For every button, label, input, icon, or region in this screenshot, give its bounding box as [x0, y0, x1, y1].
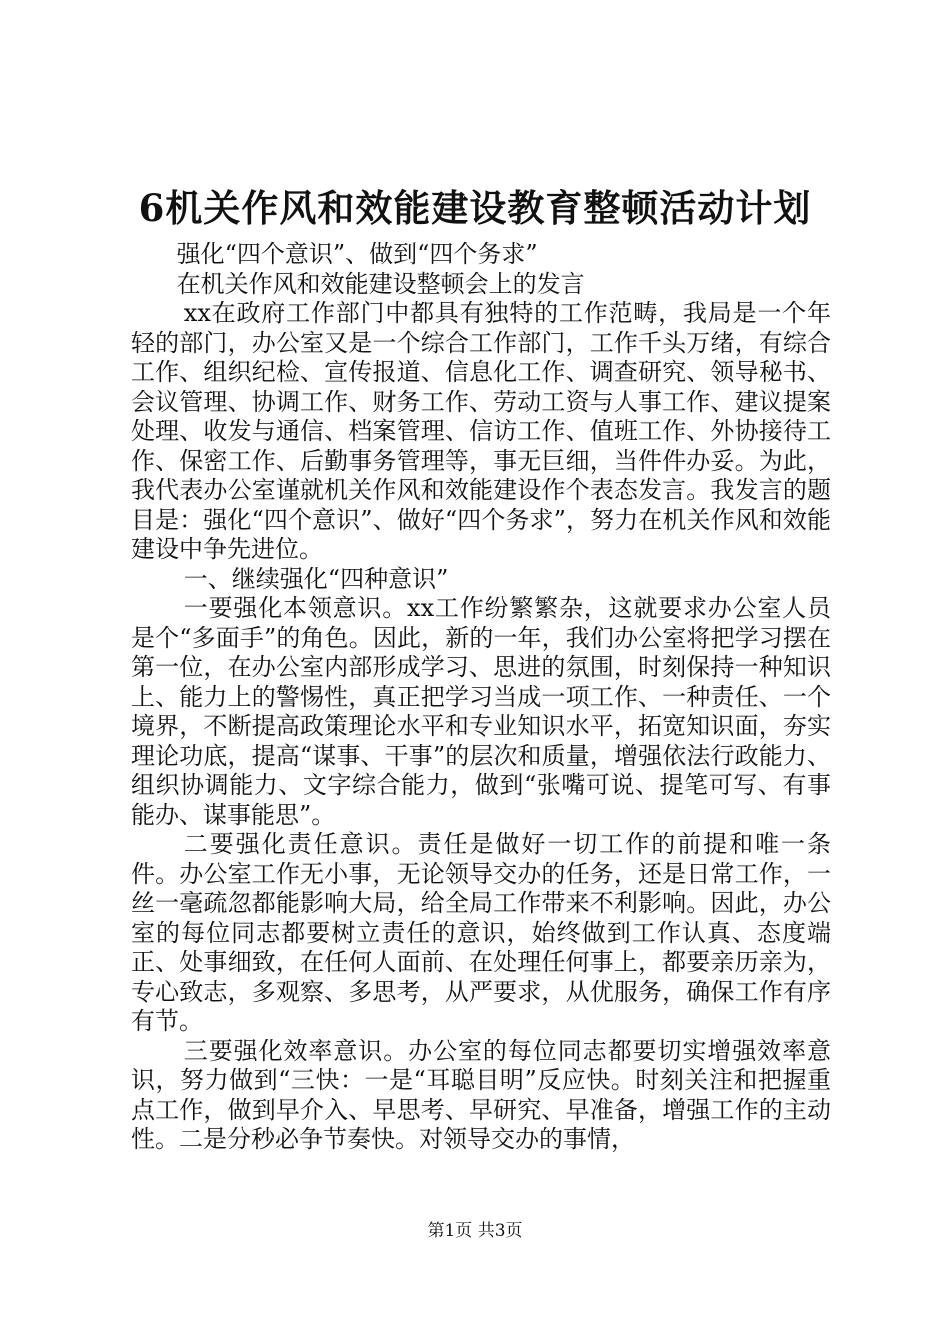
body-paragraph: xx在政府工作部门中都具有独特的工作范畴，我局是一个年轻的部门，办公室又是一个综合工作部门，工作千头万绪，有综合工作、组织纪检、宣传报道、信息化工作、调查研究、领导秘书、会议管理、协调工作、财务工作、劳动工资与人事工作、建议提案处理、收发与通信、档案管理、信访工作、值班工作、外协接待工作、保密工作、后勤事务管理等，事无巨细，当件件办妥。为此，我代表办公室谨就机关作风和效能建设作个表态发言。我发言的题目是：强化“四个意识”、做好“四个务求”，努力在机关作风和效能建设中争先进位。: [131, 299, 831, 563]
body-paragraph: 二要强化责任意识。责任是做好一切工作的前提和唯一条件。办公室工作无小事，无论领导交办的任务，还是日常工作，一丝一毫疏忽都能影响大局，给全局工作带来不利影响。因此，办公室的每位同志都要树立责任的意识，始终做到工作认真、态度端正、处事细致，在任何人面前、在处理任何事上，都要亲历亲为，专心致志，多观察、多思考，从严要求，从优服务，确保工作有序有节。: [131, 830, 831, 1035]
page-number-footer: 第1页 共3页: [427, 1221, 523, 1241]
document-title: 6机关作风和效能建设教育整顿活动计划: [138, 186, 812, 230]
body-paragraph: 一要强化本领意识。xx工作纷繁繁杂，这就要求办公室人员是个“多面手”的角色。因此，新的一年，我们办公室将把学习摆在第一位，在办公室内部形成学习、思进的氛围，时刻保持一种知识上、能力上的警惕性，真正把学习当成一项工作、一种责任、一个境界，不断提高政策理论水平和专业知识水平，拓宽知识面，夯实理论功底，提高“谋事、干事”的层次和质量，增强依法行政能力、组织协调能力、文字综合能力，做到“张嘴可说、提笔可写、有事能办、谋事能思”。: [131, 594, 831, 829]
document-body: [131, 240, 831, 1155]
subtitle-line: 在机关作风和效能建设整顿会上的发言: [176, 269, 585, 298]
subtitle-line: 强化“四个意识”、做到“四个务求”: [176, 240, 538, 268]
body-paragraph: 三要强化效率意识。办公室的每位同志都要切实增强效率意识，努力做到“三快：一是“耳聪目明”反应快。时刻关注和把握重点工作，做到早介入、早思考、早研究、早准备，增强工作的主动性。二是分秒必争节奏快。对领导交办的事情，: [131, 1036, 831, 1153]
section-heading: 一、继续强化“四种意识”: [183, 564, 449, 593]
